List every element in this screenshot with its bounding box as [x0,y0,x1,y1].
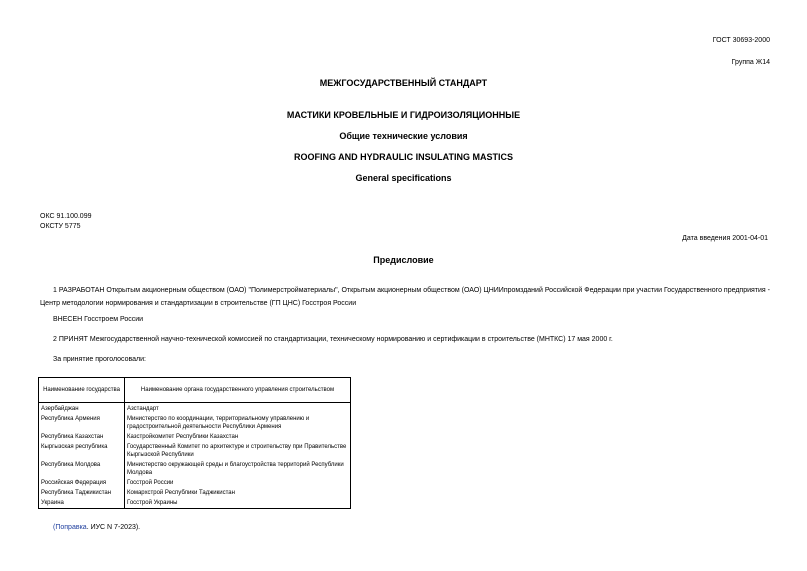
table-row [39,414,351,432]
preface-paragraph-1: 1 РАЗРАБОТАН Открытым акционерным обществом (ОАО) "Полимерстройматериалы", Открытым акционерным обществом (ОАО) ЦНИИпромзданий Российской Федерации при участии Государственного предприятия - Центр методологии нормирования и стандартизации в строительстве (ГП ЦНС) Госстроя России [40,287,770,307]
authority-cell: Министерство окружающей среды и благоустройства территорий Республики Молдова [125,460,351,478]
subtitle-en: General specifications [355,173,452,183]
amendment-note [53,524,140,531]
authority-cell: Комархстрой Республики Таджикистан [125,488,351,498]
amendment-link[interactable]: Поправка [55,524,87,531]
preface-heading: Предисловие [373,255,434,265]
state-cell: Республика Казахстан [39,432,125,442]
table-row [39,498,351,509]
authority-cell: Казстройкомитет Республики Казахстан [125,432,351,442]
intro-date: Дата введения 2001-04-01 [682,235,768,242]
state-cell: Республика Молдова [39,460,125,478]
table-row [39,442,351,460]
authority-cell: Азстандарт [125,403,351,415]
authority-cell: Государственный Комитет по архитектуре и строительству при Правительстве Кыргызской Республики [125,442,351,460]
column-header-state: Наименование государства [39,378,125,403]
preface-paragraph-3: 2 ПРИНЯТ Межгосударственной научно-технической комиссией по стандартизации, техническому нормированию и сертификации в строительстве (МНТКС) 17 мая 2000 г. [53,336,613,343]
preface-paragraph-4: За принятие проголосовали: [53,356,146,363]
oks-code: ОКС 91.100.099 [40,213,92,220]
table-header-row [39,378,351,403]
preface-paragraph-2: ВНЕСЕН Госстроем России [53,316,144,323]
state-cell: Республика Таджикистан [39,488,125,498]
title-en: ROOFING AND HYDRAULIC INSULATING MASTICS [294,152,513,162]
authority-cell: Госстрой Украины [125,498,351,509]
okstu-code: ОКСТУ 5775 [40,223,81,230]
state-cell: Украина [39,498,125,509]
state-cell: Азербайджан [39,403,125,415]
table-row [39,460,351,478]
authority-cell: Госстрой России [125,478,351,488]
doc-number: ГОСТ 30693-2000 [712,37,770,44]
amendment-rest: . ИУС N 7-2023). [86,524,141,531]
table-row [39,403,351,415]
authority-cell: Министерство по координации, территориальному управлению и градостроительной деятельности Республики Армения [125,414,351,432]
standard-type: МЕЖГОСУДАРСТВЕННЫЙ СТАНДАРТ [319,78,488,88]
table-row [39,432,351,442]
table-row [39,488,351,498]
subtitle-ru: Общие технические условия [339,131,468,141]
table-row [39,478,351,488]
state-cell: Кыргызская республика [39,442,125,460]
voting-states-table [38,377,351,509]
state-cell: Российская Федерация [39,478,125,488]
column-header-authority: Наименование органа государственного управления строительством [125,378,351,403]
group-code: Группа Ж14 [731,59,770,66]
state-cell: Республика Армения [39,414,125,432]
amendment-open: ( [53,524,56,531]
title-ru: МАСТИКИ КРОВЕЛЬНЫЕ И ГИДРОИЗОЛЯЦИОННЫЕ [286,110,521,120]
